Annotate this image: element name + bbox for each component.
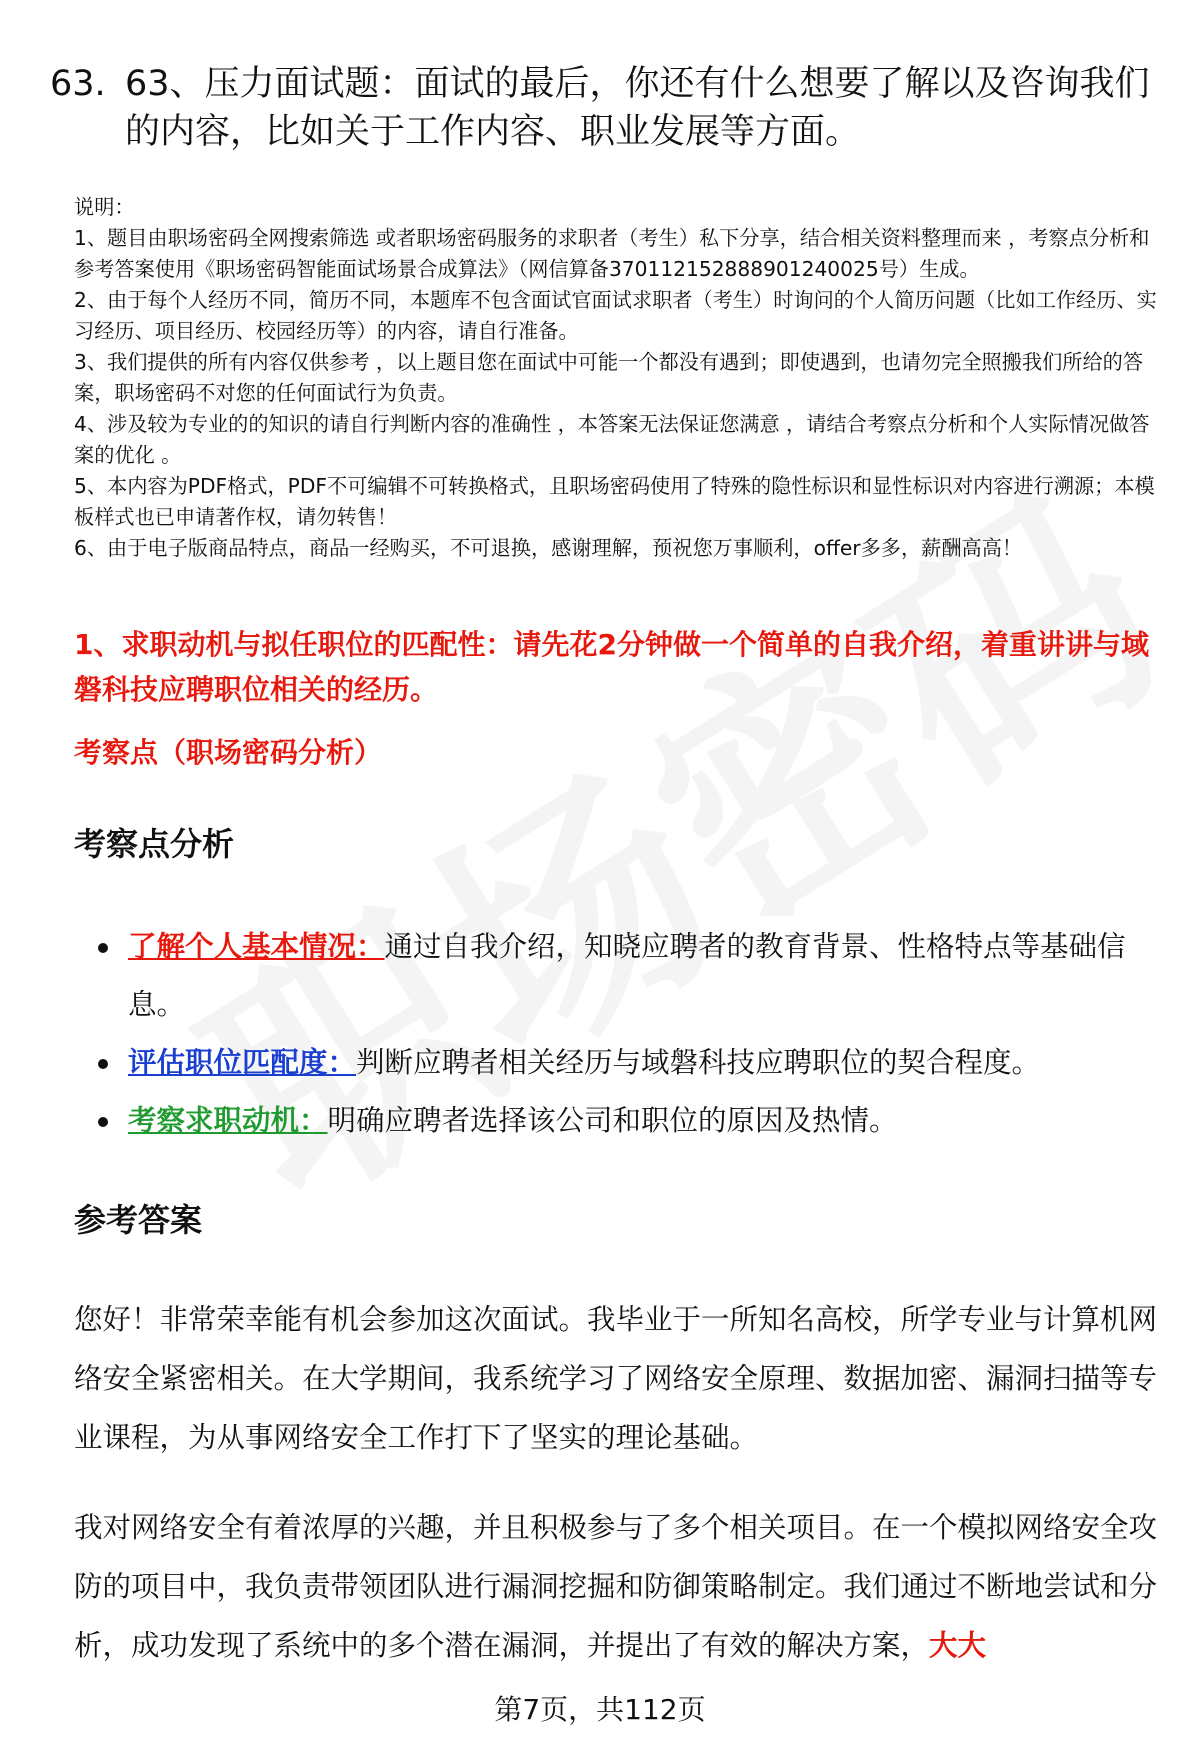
bullet-dot-icon [98,1059,108,1069]
analysis-item [74,1092,1164,1150]
bullet-dot-icon [98,1117,108,1127]
note-item: 6、由于电子版商品特点，商品一经购买，不可退换，感谢理解，预祝您万事顺利，offer多多，薪酬高高！ [74,536,1023,560]
note-item: 4、涉及较为专业的的知识的请自行判断内容的准确性 ，本答案无法保证您满意 ，请结合考察点分析和个人实际情况做答案的优化 。 [74,412,1150,467]
analysis-item-text: 通过自我介绍，知晓应聘者的教育背景、性格特点等基础信息。 [128,930,1126,1021]
question-number: 63. [50,64,106,104]
answer-heading: 参考答案 [74,1201,203,1239]
analysis-heading: 考察点分析 [74,825,235,863]
analysis-item [74,1034,1164,1092]
notes-heading: 说明： [74,195,135,219]
analysis-item-key: 评估职位匹配度： [128,1046,357,1079]
kaochadian-label: 考察点（职场密码分析） [74,736,383,769]
bullet-dot-icon [98,943,108,953]
analysis-item-text: 判断应聘者相关经历与域磐科技应聘职位的契合程度。 [356,1046,1041,1079]
answer-body [74,1290,1164,1706]
answer-emphasis: 大大 [929,1629,987,1662]
analysis-item-key: 考察求职动机： [128,1104,328,1137]
page-footer: 第7页，共112页 [494,1693,706,1726]
note-item: 1、题目由职场密码全网搜索筛选 或者职场密码服务的求职者（考生）私下分享，结合相关资料整理而来 ，考察点分析和参考答案使用《职场密码智能面试场景合成算法》（网信算备370112152888901240025号）生成。 [74,226,1150,281]
note-item: 5、本内容为PDF格式，PDF不可编辑不可转换格式，且职场密码使用了特殊的隐性标识和显性标识对内容进行溯源；本模板样式也已申请著作权，请勿转售！ [74,474,1155,529]
analysis-item-key: 了解个人基本情况： [128,930,385,963]
question-title: 63、压力面试题：面试的最后，你还有什么想要了解以及咨询我们的内容，比如关于工作内容、职业发展等方面。 [125,64,1150,152]
sub-question: 1、求职动机与拟任职位的匹配性：请先花2分钟做一个简单的自我介绍，着重讲讲与域磐科技应聘职位相关的经历。 [74,628,1149,706]
analysis-item [74,918,1164,1034]
notes-section [74,192,1164,564]
answer-paragraph: 您好！非常荣幸能有机会参加这次面试。我毕业于一所知名高校，所学专业与计算机网络安全紧密相关。在大学期间，我系统学习了网络安全原理、数据加密、漏洞扫描等专业课程，为从事网络安全工作打下了坚实的理论基础。 [74,1303,1158,1454]
answer-paragraph [74,1498,1164,1675]
note-item: 3、我们提供的所有内容仅供参考 ，以上题目您在面试中可能一个都没有遇到；即使遇到，也请勿完全照搬我们所给的答案，职场密码不对您的任何面试行为负责。 [74,350,1144,405]
analysis-list [74,918,1164,1150]
analysis-item-text: 明确应聘者选择该公司和职位的原因及热情。 [327,1104,898,1137]
answer-paragraph-text: 我对网络安全有着浓厚的兴趣，并且积极参与了多个相关项目。在一个模拟网络安全攻防的项目中，我负责带领团队进行漏洞挖掘和防御策略制定。我们通过不断地尝试和分析，成功发现了系统中的多个潜在漏洞，并提出了有效的解决方案， [74,1511,1158,1662]
note-item: 2、由于每个人经历不同，简历不同，本题库不包含面试官面试求职者（考生）时询问的个人简历问题（比如工作经历、实习经历、项目经历、校园经历等）的内容，请自行准备。 [74,288,1157,343]
